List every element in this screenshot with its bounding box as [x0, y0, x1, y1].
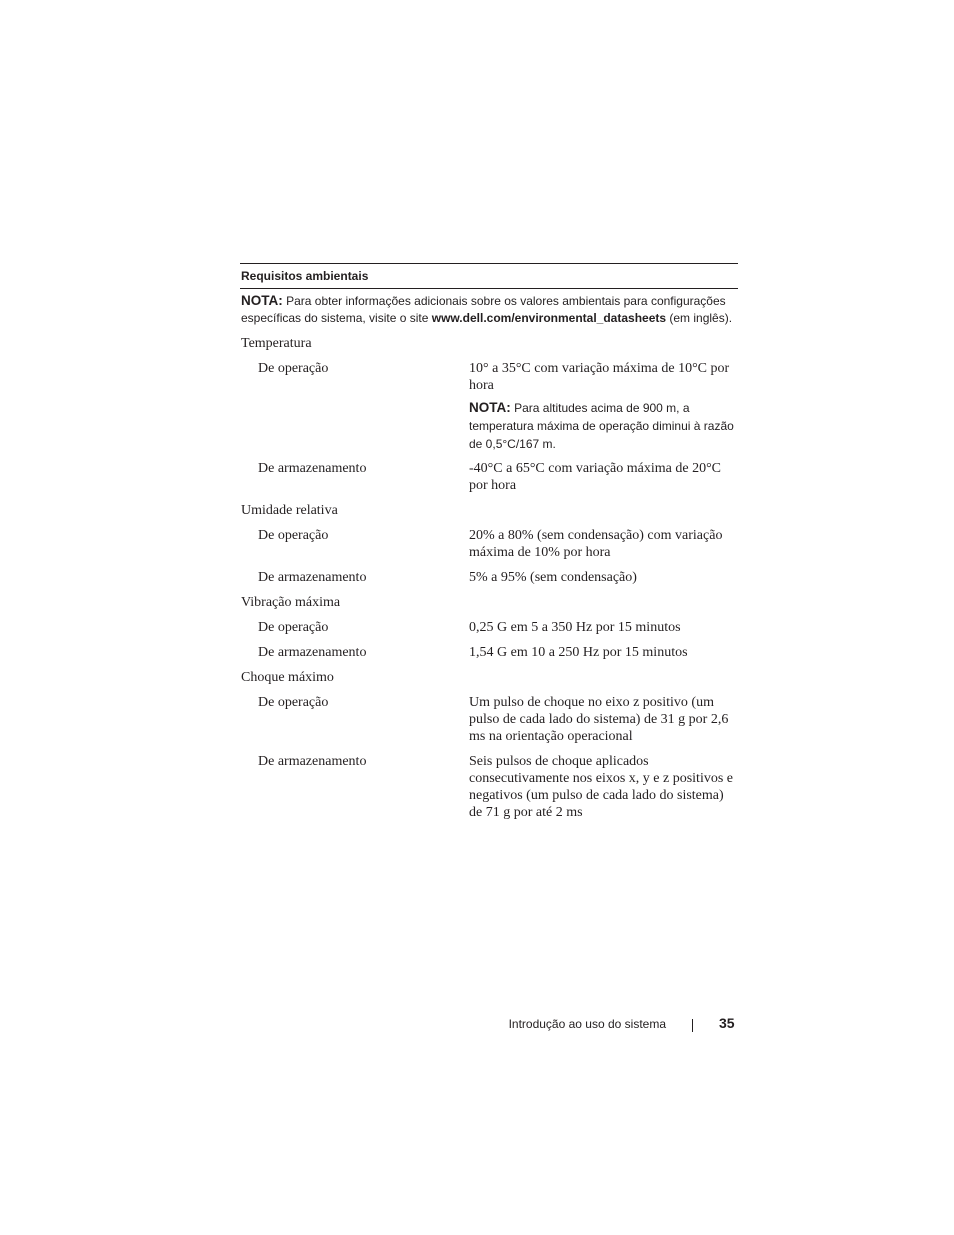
table-row: [240, 644, 738, 661]
group-vibration: Vibração máxima: [241, 595, 341, 610]
row-value: 1,54 G em 10 a 250 Hz por 15 minutos: [469, 645, 688, 660]
row-value: 20% a 80% (sem condensação) com variação máxima de 10% por hora: [469, 528, 723, 560]
group-temperature: Temperatura: [241, 336, 312, 351]
group-shock: Choque máximo: [241, 670, 334, 685]
row-label: De operação: [258, 361, 329, 376]
row-label: De operação: [258, 695, 329, 710]
row-value: 5% a 95% (sem condensação): [469, 570, 637, 585]
footer-separator: [692, 1019, 693, 1032]
note-text-after: (em inglês).: [666, 311, 733, 325]
note-label: NOTA:: [241, 293, 283, 308]
table-row: [240, 360, 738, 453]
row-value: Seis pulsos de choque aplicados consecutivamente nos eixos x, y e z positivos e negativos (um pulso de cada lado do sistema) de 71 g por até 2 ms: [469, 754, 733, 820]
note-text-before: Para obter informações adicionais sobre os valores ambientais para configurações específicas do sistema, visite o site: [241, 294, 726, 325]
note-label: NOTA:: [469, 400, 511, 415]
temperature-note: [469, 399, 738, 453]
general-note: [240, 289, 738, 327]
row-value-text: 10° a 35°C com variação máxima de 10°C por hora: [469, 361, 730, 393]
table-heading: Requisitos ambientais: [241, 269, 369, 283]
table-row: [240, 460, 738, 494]
datasheets-url: www.dell.com/environmental_datasheets: [431, 311, 667, 325]
row-label: De armazenamento: [258, 645, 367, 660]
page-number: 35: [719, 1015, 735, 1031]
row-label: De operação: [258, 620, 329, 635]
row-value: 0,25 G em 5 a 350 Hz por 15 minutos: [469, 620, 681, 635]
note-text: Para altitudes acima de 900 m, a temperatura máxima de operação diminui à razão de 0,5°C/167 m.: [469, 401, 734, 451]
row-label: De armazenamento: [258, 461, 367, 476]
row-label: De armazenamento: [258, 754, 367, 769]
table-row: [240, 569, 738, 586]
footer-chapter-title: Introdução ao uso do sistema: [508, 1017, 666, 1031]
environmental-requirements-table: [240, 263, 738, 821]
table-row: [240, 753, 738, 821]
row-label: De operação: [258, 528, 329, 543]
table-row: [240, 527, 738, 561]
group-humidity: Umidade relativa: [241, 503, 338, 518]
row-value: -40°C a 65°C com variação máxima de 20°C por hora: [469, 461, 722, 493]
page-footer: [0, 1015, 954, 1035]
table-row: [240, 694, 738, 745]
row-value: [469, 360, 738, 453]
row-label: De armazenamento: [258, 570, 367, 585]
row-value: Um pulso de choque no eixo z positivo (um pulso de cada lado do sistema) de 31 g por 2,6 ms na orientação operacional: [469, 695, 729, 744]
table-row: [240, 619, 738, 636]
